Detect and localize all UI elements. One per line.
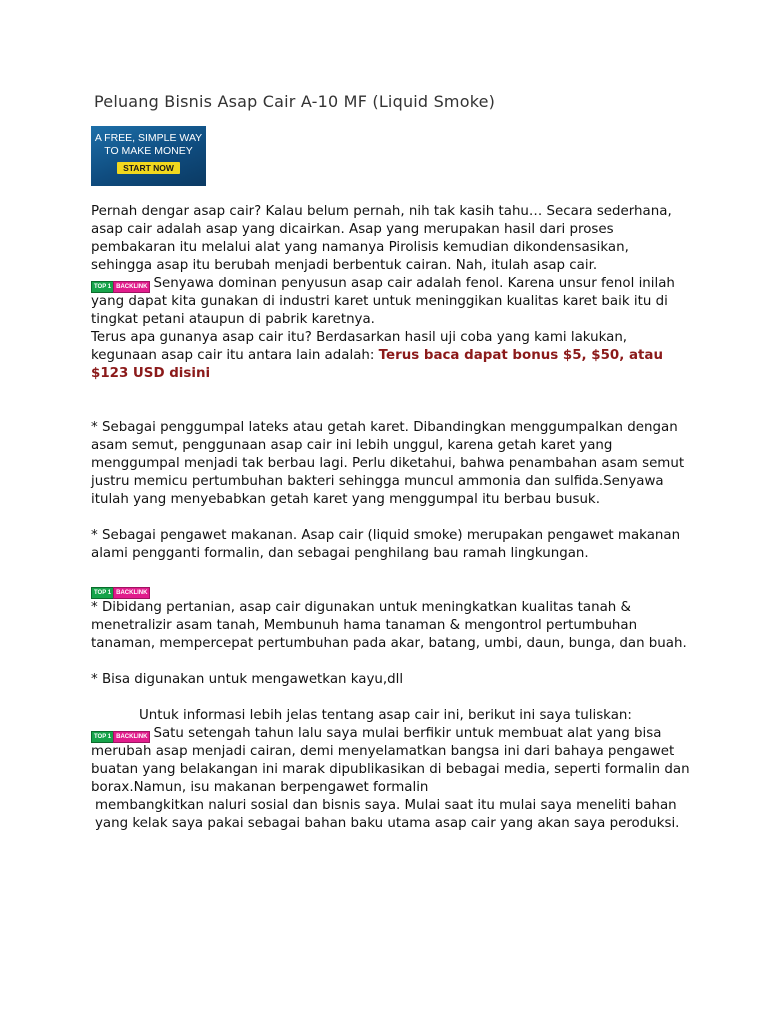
top-backlink-badge[interactable]: [91, 731, 150, 741]
paragraph-pertanian: * Dibidang pertanian, asap cair digunakan untuk meningkatkan kualitas tanah & menetralizir asam tanah, Membunuh hama tanaman & mengontrol pertumbuhan tanaman, mempercepat pertumbuhan pada akar, batang, umbi, daun, bunga, dan buah.: [91, 600, 687, 651]
badge-backlink-label: BACKLINK: [113, 731, 150, 743]
spacer: [91, 563, 691, 581]
bonus-link[interactable]: Terus baca dapat bonus $5, $50, atau $123 USD disini: [91, 348, 663, 381]
ad-banner[interactable]: [91, 126, 206, 186]
top-backlink-badge[interactable]: [91, 281, 150, 291]
paragraph-kegunaan: [91, 329, 691, 383]
paragraph-fenol-text: Senyawa dominan penyusun asap cair adalah fenol. Karena unsur fenol inilah yang dapat kita gunakan di industri karet untuk meninggikan kualitas karet baik itu di tingkat petani ataupun di pabrik karetnya.: [91, 276, 675, 327]
paragraph-pengawet: * Sebagai pengawet makanan. Asap cair (liquid smoke) merupakan pengawet makanan alami pengganti formalin, dan sebagai penghilang bau ramah lingkungan.: [91, 528, 681, 561]
paragraph-informasi: Untuk informasi lebih jelas tentang asap cair ini, berikut ini saya tuliskan:: [139, 708, 632, 723]
badge-row: [91, 581, 691, 599]
paragraph-kayu: * Bisa digunakan untuk mengawetkan kayu,dll: [91, 672, 404, 687]
spacer: [91, 509, 691, 527]
badge-backlink-label: BACKLINK: [113, 281, 150, 293]
paragraph-setengah-tahun-text: Satu setengah tahun lalu saya mulai berfikir untuk membuat alat yang bisa merubah asap menjadi cairan, demi menyelamatkan bangsa ini dari bahaya pengawet buatan yang belakangan ini marak dipublikasikan di bebagai media, seperti formalin dan borax.Namun, isu makanan berpengawet formalin: [91, 726, 690, 795]
paragraph-penggumpal: * Sebagai penggumpal lateks atau getah karet. Dibandingkan menggumpalkan dengan asam semut, penggunaan asap cair ini lebih unggul, karena getah karet yang menggumpal menjadi tak berbau lagi. Perlu diketahui, bahwa penambahan asam semut justru memicu pertumbuhan bakteri sehingga muncul ammonia dan sulfida.Senyawa itulah yang menyebabkan getah karet yang menggumpal itu berbau busuk.: [91, 420, 685, 507]
article-body: [91, 203, 691, 833]
paragraph-intro: Pernah dengar asap cair? Kalau belum pernah, nih tak kasih tahu… Secara sederhana, asap cair adalah asap yang dicairkan. Asap yang merupakan hasil dari proses pembakaran itu melalui alat yang namanya Pirolisis kemudian dikondensasikan, sehingga asap itu berubah menjadi berbentuk cairan. Nah, itulah asap cair.: [91, 204, 672, 273]
paragraph-fenol: [91, 275, 691, 329]
paragraph-setengah-tahun: [91, 725, 691, 797]
paragraph-kegunaan-text: Terus apa gunanya asap cair itu? Berdasarkan hasil uji coba yang kami lakukan, kegunaan asap cair itu antara lain adalah:: [91, 330, 628, 363]
badge-backlink-label: BACKLINK: [113, 587, 150, 599]
article-title: Peluang Bisnis Asap Cair A-10 MF (Liquid Smoke): [94, 92, 496, 111]
spacer: [91, 689, 691, 707]
ad-start-now-button[interactable]: START NOW: [117, 162, 180, 174]
badge-top-label: TOP 1: [91, 731, 114, 743]
top-backlink-badge[interactable]: [91, 587, 150, 597]
spacer: [91, 383, 691, 419]
badge-top-label: TOP 1: [91, 587, 114, 599]
ad-headline-line1: A FREE, SIMPLE WAY: [94, 132, 203, 144]
ad-headline-line2: TO MAKE MONEY: [104, 145, 193, 157]
spacer: [91, 653, 691, 671]
paragraph-naluri: membangkitkan naluri sosial dan bisnis saya. Mulai saat itu mulai saya meneliti bahan yang kelak saya pakai sebagai bahan baku utama asap cair yang akan saya peroduksi.: [95, 798, 680, 831]
badge-top-label: TOP 1: [91, 281, 114, 293]
